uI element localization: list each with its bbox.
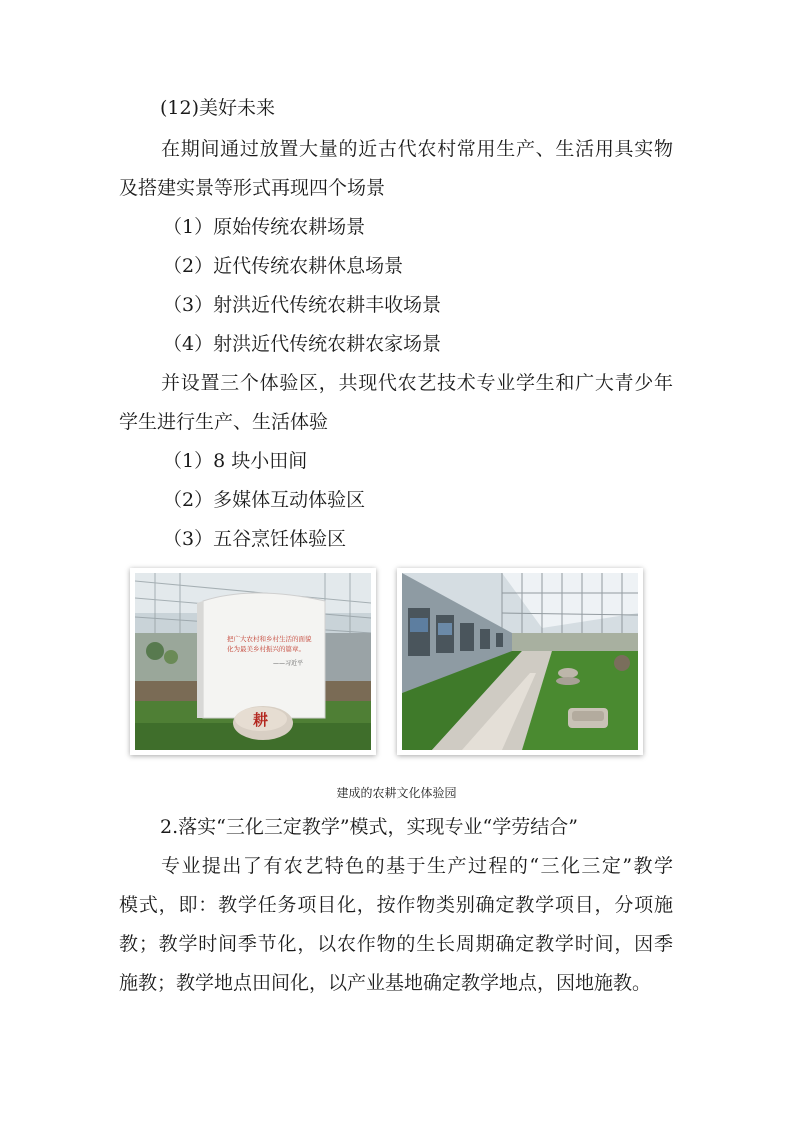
stone-text: 耕	[253, 711, 269, 729]
scene-item-4: （4）射洪近代传统农耕农家场景	[163, 333, 442, 355]
paragraph-line-2: 模式，即：教学任务项目化，按作物类别确定教学项目，分项施	[119, 894, 673, 916]
paragraph-line-3: 教；教学时间季节化，以农作物的生长周期确定教学时间，因季	[119, 933, 673, 955]
zones-intro-line-1: 并设置三个体验区，共现代农艺技术专业学生和广大青少年	[161, 372, 673, 394]
scene-item-3: （3）射洪近代传统农耕丰收场景	[163, 294, 442, 316]
board-text-2: 化为最美乡村振兴的篇章。	[227, 645, 305, 653]
intro-line-1: 在期间通过放置大量的近古代农村常用生产、生活用具实物	[161, 138, 673, 160]
photo-farming-board	[130, 568, 376, 755]
section-title: (12)美好未来	[160, 97, 276, 119]
zone-item-1: （1）8 块小田间	[163, 450, 308, 472]
zone-item-2: （2）多媒体互动体验区	[163, 489, 366, 511]
board-text-1: 把广大农村和乡村生活的面貌	[227, 635, 312, 643]
figure-caption: 建成的农耕文化体验园	[336, 786, 457, 800]
paragraph-line-1: 专业提出了有农艺特色的基于生产过程的“三化三定”教学	[161, 855, 673, 877]
heading-2: 2.落实“三化三定教学”模式，实现专业“学劳结合”	[160, 816, 578, 838]
intro-line-2: 及搭建实景等形式再现四个场景	[119, 177, 386, 199]
zone-item-3: （3）五谷烹饪体验区	[163, 528, 347, 550]
paragraph-line-4: 施教；教学地点田间化，以产业基地确定教学地点，因地施教。	[119, 972, 652, 994]
scene-item-2: （2）近代传统农耕休息场景	[163, 255, 404, 277]
photo-farming-board-image	[135, 573, 371, 750]
photo-greenhouse-walkway	[397, 568, 643, 755]
scene-item-1: （1）原始传统农耕场景	[163, 216, 366, 238]
photo-greenhouse-walkway-image	[402, 573, 638, 750]
board-signature: ——习近平	[273, 660, 304, 667]
zones-intro-line-2: 学生进行生产、生活体验	[119, 411, 329, 433]
